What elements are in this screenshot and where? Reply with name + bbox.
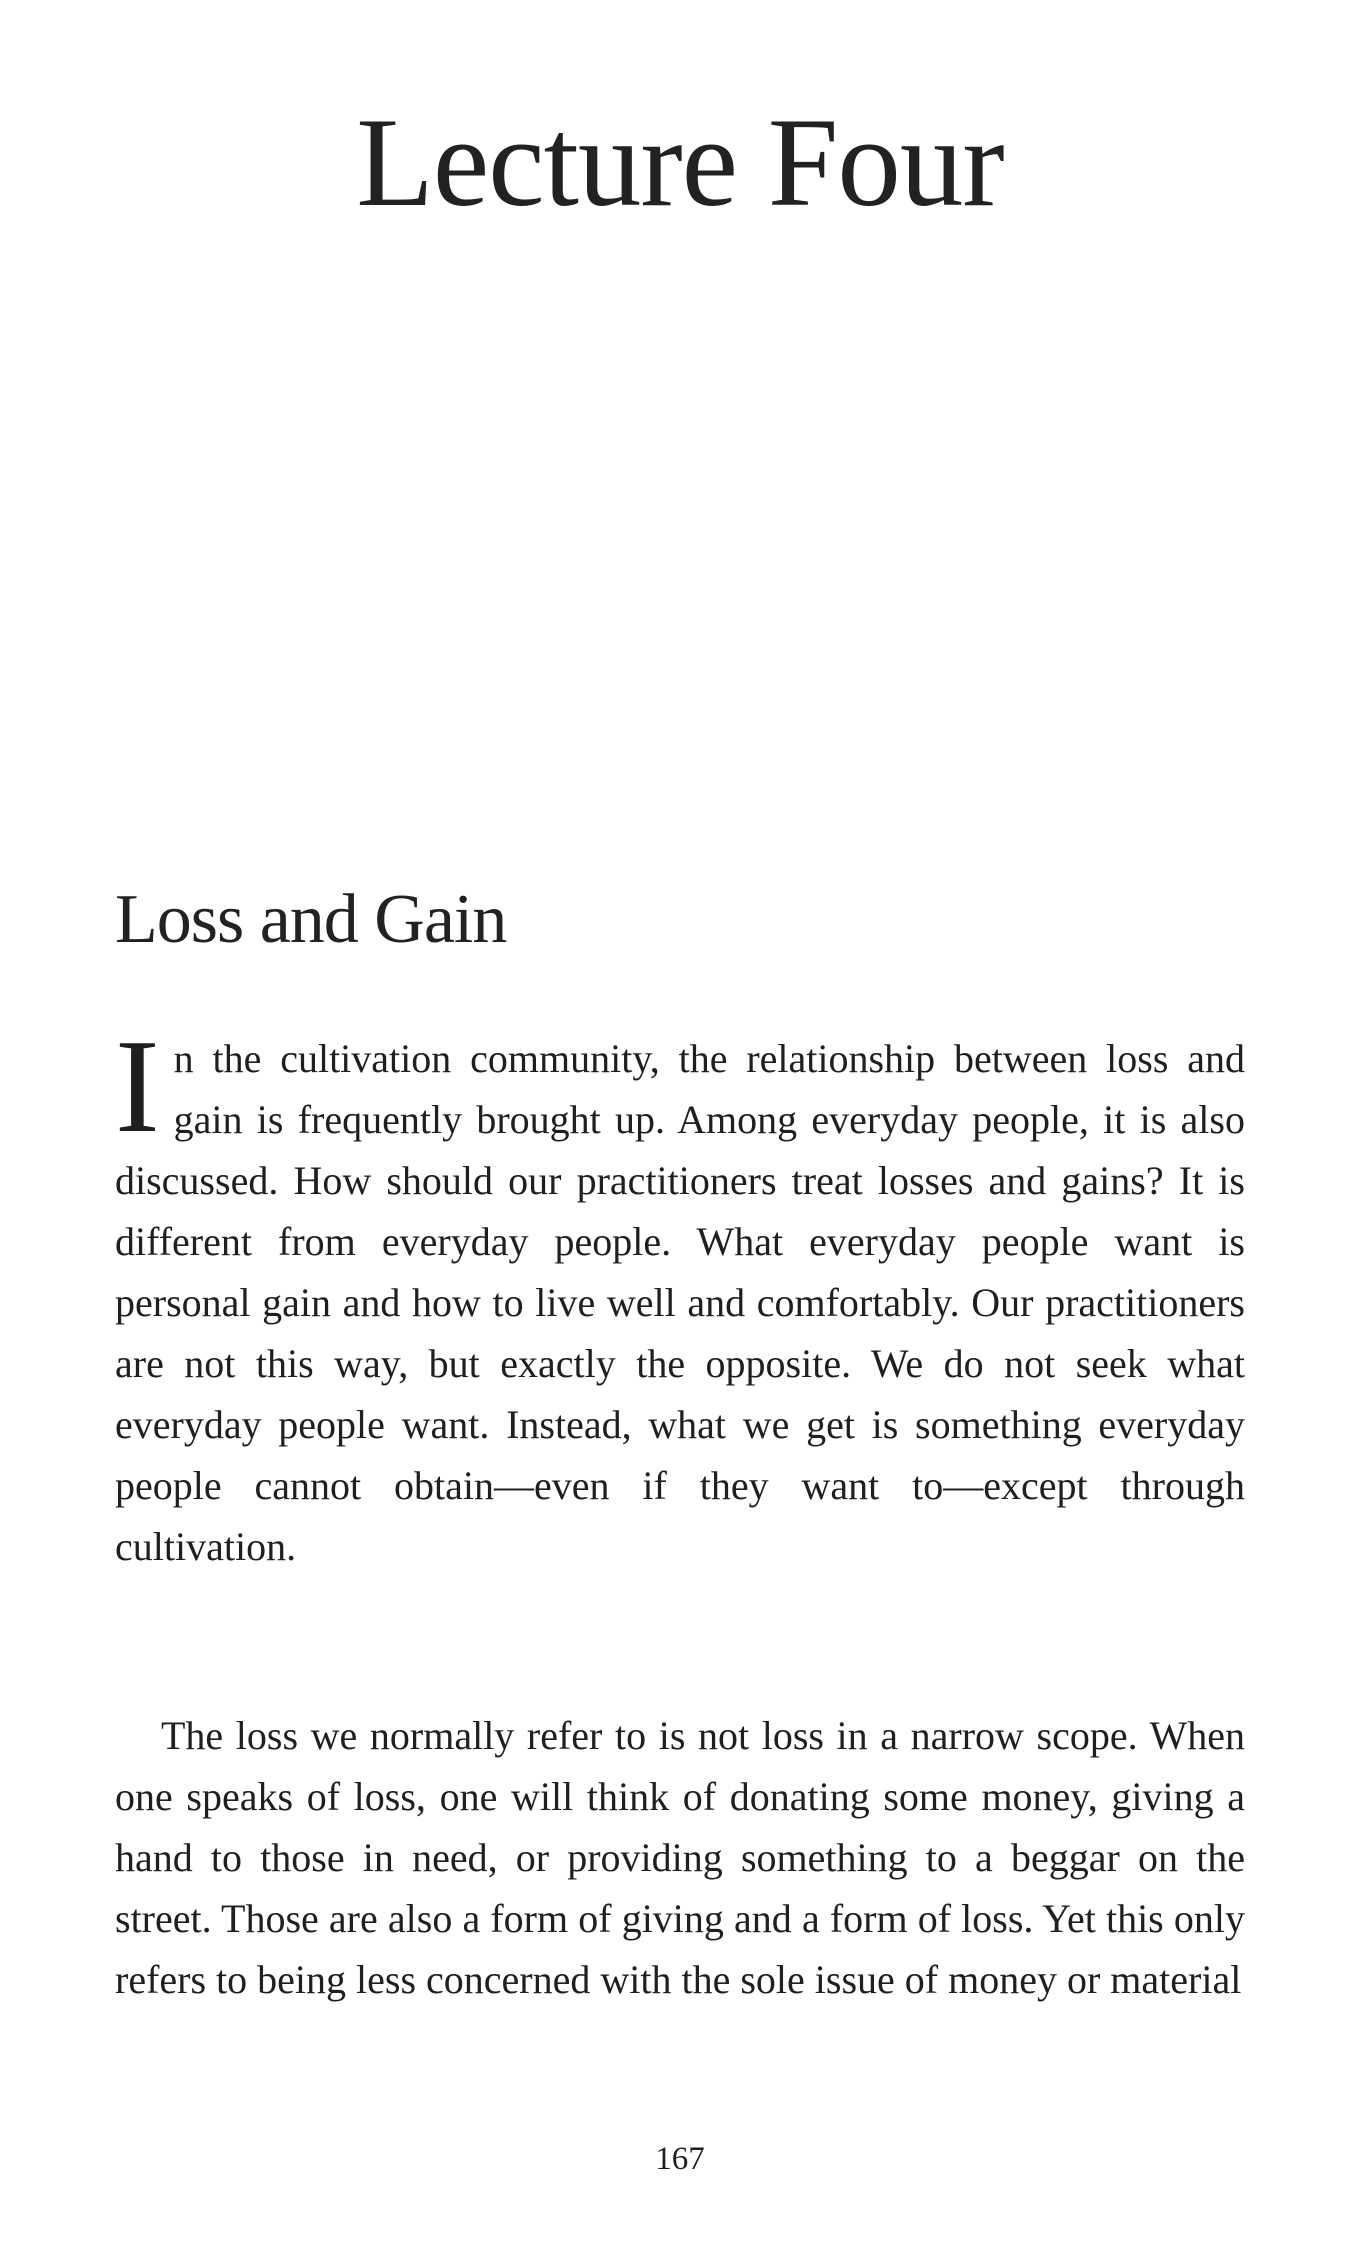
paragraph-2: The loss we normally refer to is not loss in a narrow scope. When one speaks of loss, one will think of donating some money, giving a hand to those in need, or providing something to a beggar on the street. Those are also a form of giving and a form of loss. Yet this only refers to being less concerned with the sole issue of money or material [115, 1713, 1245, 2002]
paragraph-1 [115, 1012, 1245, 1577]
dropcap-initial: I [115, 1012, 160, 1160]
section-heading: Loss and Gain [115, 881, 507, 958]
page-number: 167 [655, 2141, 705, 2177]
chapter-title: Lecture Four [356, 93, 1004, 233]
paragraph-1-text: n the cultivation community, the relationship between loss and gain is frequently brought up. Among everyday people, it is also discussed. How should our practitioners treat losses and gains? It is different from everyday people. What everyday people want is personal gain and how to live well and comfortably. Our practitioners are not this way, but exactly the opposite. We do not seek what everyday people want. Instead, what we get is something everyday people cannot obtain—even if they want to—except through cultivation. [115, 1036, 1245, 1569]
